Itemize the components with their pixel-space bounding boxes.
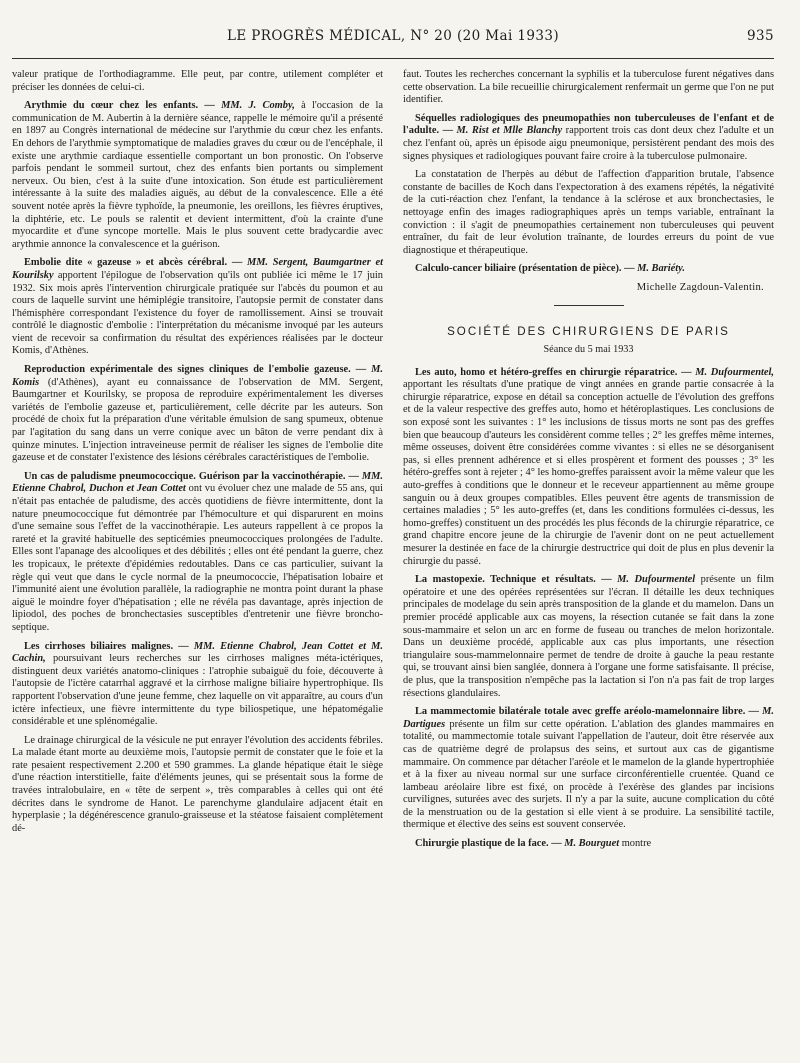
authors: M. Rist et Mlle Blanchy bbox=[456, 125, 563, 137]
authors: M. Dufourmentel bbox=[617, 574, 696, 586]
header-rule bbox=[12, 58, 774, 59]
paragraph bbox=[12, 471, 383, 635]
section-title: Un cas de paludisme pneumococcique. Guérison par la vaccinothérapie. — bbox=[24, 470, 359, 482]
section-title: Les auto, homo et hétéro-greffes en chirurgie réparatrice. — bbox=[415, 366, 692, 378]
paragraph bbox=[403, 838, 774, 851]
journal-title: LE PROGRÈS MÉDICAL, N° 20 (20 Mai 1933) bbox=[227, 28, 559, 44]
two-column-body bbox=[12, 69, 774, 857]
section-title: Embolie dite « gazeuse » et abcès cérébral. — bbox=[24, 257, 243, 269]
section-title: Reproduction expérimentale des signes cliniques de l'embolie gazeuse. — bbox=[24, 364, 367, 376]
authors: MM. J. Comby, bbox=[221, 100, 295, 112]
society-heading: SOCIÉTÉ DES CHIRURGIENS DE PARIS bbox=[447, 324, 730, 338]
section-title: Les cirrhoses biliaires malignes. — bbox=[24, 640, 189, 652]
paragraph-text: rapportent trois cas dont deux chez l'adulte et un chez l'enfant où, après un épisode aigu pneumonique, persistèrent pendant des mois des signes physiques et radiologiques pouvant faire croire à la tuberculose pulmonaire. bbox=[403, 125, 774, 162]
paragraph-text: (d'Athènes), ayant eu connaissance de l'observation de MM. Sergent, Baumgartner et Kourilsky, se proposa de reproduire expérimentalement les diverses variétés de l'embolie gazeuse et, particulièrement, celle décrite par les auteurs. Son procédé de choix fut la préparation d'une véritable émulsion de sang spumeux, obtenue par l'agitation du sang dans un verre conique avec un bâton de verre pendant dix à quinze minutes. L'injection intraveineuse permit de réaliser les signes de l'embolie dite gazeuse et de constater l'existence des lésions cérébrales caractéristiques de l'embolie. bbox=[12, 376, 383, 464]
authors: MM. Etienne Chabrol, Duchon et Jean Cottet bbox=[12, 470, 383, 495]
author-signature: Michelle Zagdoun-Valentin. bbox=[636, 281, 764, 293]
section-divider bbox=[554, 305, 624, 306]
paragraph bbox=[403, 263, 774, 276]
paragraph bbox=[12, 641, 383, 729]
authors: M. Bariéty. bbox=[637, 263, 685, 275]
paragraph-text: montre bbox=[621, 838, 652, 850]
paragraph bbox=[403, 574, 774, 700]
paragraph bbox=[12, 69, 383, 94]
paragraph-text: à l'occasion de la communication de M. Aubertin à la dernière séance, rappelle le mémoire qu'il a présenté en 1897 au Congrès international de médecine sur l'arythmie du cœur chez les enfants. En dehors de l'arythmie symptomatique de maladies graves du cœur ou de l'encéphale, il existe une arythmie cardiaque essentielle comportant un bon pronostic. On l'observe parfois pendant le sommeil surtout, chez des enfants bien portants ou simplement nerveux. Ou bien, c'est à la suite d'une intoxication. Son étude est particulièrement intéressante à la suite des maladies aiguës, au début de la convalescence. Elle a été souvent notée après la fièvre typhoïde, la pneumonie, les oreillons, les fièvres éruptives, la diphtérie, etc. Le pouls se ralentit et devient intermittent, d'où la crainte d'une myocardite et d'une syncope mortelle. Mais le plus souvent cette bradycardie avec arythmie annonce la convalescence et la guérison. bbox=[12, 100, 383, 250]
running-header bbox=[12, 28, 774, 52]
paragraph bbox=[403, 69, 774, 107]
paragraph bbox=[403, 113, 774, 163]
authors: MM. Etienne Chabrol, Jean Cottet et M. Cachin, bbox=[12, 640, 383, 665]
paragraph-text: apportent l'épilogue de l'observation qu'ils ont publiée ici même le 17 juin 1932. Six mois après l'intervention chirurgicale pratiquée sur l'abcès du poumon et au cours de laquelle survint une hémiplégie transitoire, l'autopsie permit de constater dans l'hémisphère correspondant l'existence du foyer de ramollissement. Ainsi se trouvait contrôlé le diagnostic d'embolie : l'interprétation du mécanisme invoqué par les auteurs vient de recevoir sa confirmation du résultat des expériences réalisées par le docteur Komis, d'Athènes. bbox=[12, 269, 383, 357]
authors: M. Dufourmentel, bbox=[695, 366, 774, 378]
section-title: La mastopexie. Technique et résultats. — bbox=[415, 574, 612, 586]
section-title: Chirurgie plastique de la face. — bbox=[415, 838, 562, 850]
section-title: Séquelles radiologiques des pneumopathies non tuberculeuses de l'enfant et de l'adulte. — bbox=[403, 112, 774, 137]
paragraph-text: La constatation de l'herpès au début de l'affection d'apparition brutale, l'absence constante de bacilles de Koch dans l'expectoration à des examens répétés, la négativité de la cuti-réaction chez l'enfant, la tendance à la sclérose et aux bronchectasies, le nettoyage enfin des images radiographiques après un temps variable, entraînant la conviction : il s'agit de pneumopathies certainement non tuberculeuses qui peuvent entraîner, du fait de leur évolution traînante, de lourdes erreurs du point de vue diagnostique et thérapeutique. bbox=[403, 169, 774, 256]
paragraph-text: valeur pratique de l'orthodiagramme. Elle peut, par contre, utilement compléter et préciser les données de celui-ci. bbox=[12, 69, 383, 93]
paragraph-text: ont vu évoluer chez une malade de 55 ans, qui n'était pas entachée de paludisme, des accès quotidiens de fièvre intermittente, dont la nature pneumococcique fut démontrée par l'hémoculture et qui disparurent en moins d'une semaine sous l'effet de la vaccinothérapie. Les auteurs rappellent à ce propos la rareté et la gravité habituelle des septicémies pneumococciques prolongées de l'adulte. Elles sont l'apanage des alcooliques et des débilités ; elles ont été pendant la guerre, chez les tropicaux, le prétexte d'épidémies redoutables. Dans ce cas particulier, suivant la règle qui veut que dans le cycle normal de la pneumococcie, l'hépatisation lobaire et l'immunité aient une évolution parallèle, la radiographie ne montra point durant la phase aiguë le moindre foyer d'hépatisation ; elle ne révéla pas davantage, après injection de lipiodol, des poches de bronchectasies susceptibles d'entretenir une fièvre broncho-septique. bbox=[12, 483, 383, 633]
paragraph-text: présente un film opératoire et une des opérées représentées sur l'écran. Il détaille les deux techniques principales de modelage du sein après transposition de la glande et du mamelon. Dans un premier procédé applicable aux cas moyens, la résection cutanée se fait dans la zone sous-mammaire et selon un arc en forme de fuseau ou tranches de melon horizontale. Dans un deuxième procédé, applicable aux cas plus importants, une résection triangulaire sous-mammelonnaire permet de tendre de droite à gauche la peau restante qui, se trouvant ainsi bien sanglée, donnera à l'organe une forme satisfaisante. Il précise, de plus, que la transposition n'empêche pas la lactation si l'on n'a pas fait de trop larges résections glandulaires. bbox=[403, 574, 774, 699]
authors: M. Dartigues bbox=[403, 706, 774, 730]
paragraph-text: Le drainage chirurgical de la vésicule ne put enrayer l'évolution des accidents fébriles. La malade étant morte au deuxième mois, l'autopsie permit de constater que le foie et la rate pesaient respectivement 2.200 et 590 grammes. La glande hépatique était le siège d'une réaction interstitielle, faite d'éléments jeunes, qui se présentait sous la forme de travées intralobulaire, en « tête de serpent », très comparables à celles qui ont été décrites dans le syndrome de Hanot. Le parenchyme glandulaire adjacent était en hyperplasie ; la dégénérescence granulo-graisseuse et la stéatose faisaient complètement dé- bbox=[12, 734, 383, 834]
seance-date: Séance du 5 mai 1933 bbox=[543, 344, 634, 356]
paragraph bbox=[403, 367, 774, 569]
paragraph-text: apportant les résultats d'une pratique de vingt années en grande partie consacrée à la chirurgie réparatrice, expose en détail sa conception actuelle de l'évolution des greffons et de la valeur respective des greffes auto, homo et hétéroplastiques. Les conclusions de son exposé sont les suivantes : 1° les inclusions de tissus morts ne sont pas des greffes bien que beaucoup d'auteurs les considèrent comme telles ; 2° les greffes même internes, même osseuses, doivent être considérées comme vivantes : si elles ne se désorganisent pas, si elles prennent adhérence et si elles prospèrent et forment des pousses ; 3° les hétéro-greffes sont à rejeter ; 4° les homo-greffes paraissent avoir la même valeur que les auto-greffes à conditions que le donneur et le receveur appartiennent au même groupe sanguin ou à deux groupes compatibles. Elles peuvent être agents de transmission de certaines maladies ; 5° les auto-greffes (et, dans les conditions formulées ci-dessus, les homo-greffes) constituent un des procédés les plus féconds de la chirurgie réparatrice, ce grand chapitre encore jeune de la chirurgie de l'avenir dont on ne peut actuellement mesurer la destinée en face de la chirurgie destructrice qui doit de plus en plus devenir la chirurgie du passé. bbox=[403, 379, 774, 567]
right-column bbox=[403, 69, 774, 857]
authors: M. Komis bbox=[12, 364, 383, 388]
paragraph bbox=[403, 706, 774, 832]
paragraph bbox=[12, 100, 383, 251]
authors: M. Bourguet bbox=[564, 838, 620, 850]
paragraph bbox=[12, 364, 383, 465]
right-column-reports bbox=[403, 69, 774, 276]
paragraph-text: poursuivant leurs recherches sur les cirrhoses malignes méta-ictériques, distinguent deux variétés anatomo-cliniques : l'atrophie subaiguë du foie, découverte à l'autopsie de l'ictère catarrhal aggravé et la cirrhose maligne biliaire hypertrophique. Ils rapportent l'observation d'une jeune femme, chez laquelle on vit apparaître, au cours d'un ictère infectieux, une fièvre intermittente du type biliospetique, une hépatomégalie considérable et une splénomégalie. bbox=[12, 653, 383, 728]
right-column-surgery bbox=[403, 367, 774, 851]
paragraph bbox=[12, 735, 383, 836]
paragraph-text: présente un film sur cette opération. L'ablation des glandes mammaires en totalité, ou mammectomie totale suivant l'appellation de l'auteur, doit être réservée aux cas de quatrième degré de prolapsus des seins, et surtout aux cas de gigantisme mammaire. On commence par détacher l'aréole et le mamelon de la glande hypertrophiée et à la fixer au niveau normal sur une surface circonférentielle cruentée. Quand ce lambeau aréolaire libre est fixé, on procède à l'exérèse des glandes par incisions curvilignes, suturées avec des surjets. Il n'y a par la suite, aucune complication du côté de la menstruation ou de la gestation si elle vient à se produire. La sensibilité tactile, thermique et élective des seins est souvent conservée. bbox=[403, 718, 774, 831]
paragraph bbox=[403, 169, 774, 257]
left-column bbox=[12, 69, 383, 857]
section-title: La mammectomie bilatérale totale avec greffe aréolo-mamelonnaire libre. — bbox=[415, 706, 759, 718]
section-title: Arythmie du cœur chez les enfants. — bbox=[24, 100, 215, 112]
paragraph bbox=[12, 257, 383, 358]
section-title: Calculo-cancer biliaire (présentation de pièce). — bbox=[415, 263, 635, 275]
authors: MM. Sergent, Baumgartner et Kourilsky bbox=[12, 257, 383, 281]
paragraph-text: faut. Toutes les recherches concernant la syphilis et la tuberculose furent négatives dans cette observation. La bile recueillie chirurgicalement renfermait un germe que l'on ne put identifier. bbox=[403, 69, 774, 106]
page-number: 935 bbox=[747, 28, 774, 44]
